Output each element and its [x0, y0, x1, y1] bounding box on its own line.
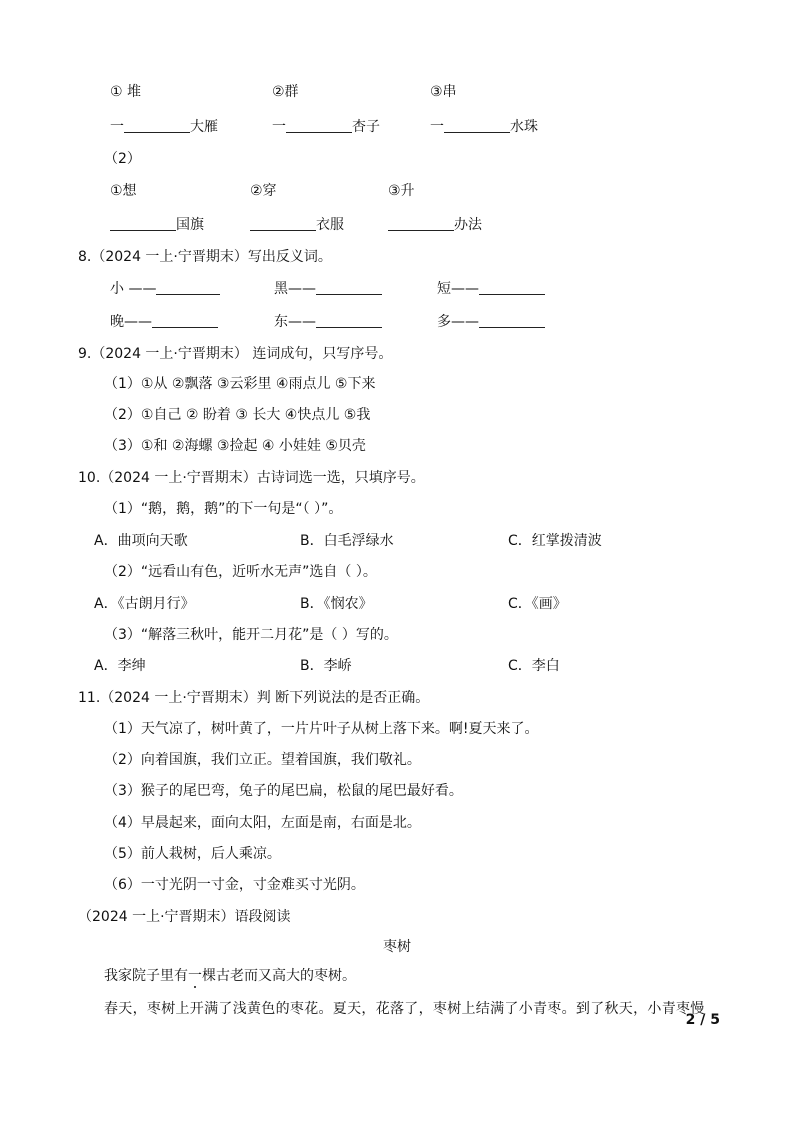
answer-blank[interactable] [479, 311, 545, 328]
q11-item-3: （3）猴子的尾巴弯，兔子的尾巴扁，松鼠的尾巴最好看。 [104, 783, 463, 799]
answer-blank[interactable] [316, 278, 382, 295]
q7-part2-option-1: ①想 [110, 183, 137, 199]
q8-header: 8.（2024 一上·宁晋期末）写出反义词。 [78, 249, 332, 265]
q11-item-6: （6）一寸光阴一寸金，寸金难买寸光阴。 [104, 877, 365, 893]
reading-paragraph-2: 春天，枣树上开满了浅黄色的枣花。夏天，花落了，枣树上结满了小青枣。到了秋天，小青枣慢 [104, 1001, 705, 1017]
q7-fill-3: 一 水珠 [430, 116, 538, 137]
answer-blank[interactable] [316, 311, 382, 328]
emphasis-dot-char: 一 [188, 968, 202, 984]
q8-row1-item2: 黑—— [274, 278, 382, 299]
q8-row1-item1: 小 —— [110, 278, 220, 299]
q7-part2-option-3: ③升 [388, 183, 415, 199]
q7-option-3: ③串 [430, 84, 457, 100]
q7-option-1: ① 堆 [110, 84, 142, 100]
q10-header: 10.（2024 一上·宁晋期末）古诗词选一选，只填序号。 [78, 470, 425, 486]
q10-sub2: （2）“远看山有色，近听水无声”选自（ ）。 [104, 564, 377, 580]
q10-sub2-option-a: A．《古朗月行》 [94, 596, 195, 612]
answer-blank[interactable] [479, 278, 545, 295]
q11-item-5: （5）前人栽树，后人乘凉。 [104, 846, 281, 862]
q9-line-3: （3）①和 ②海螺 ③捡起 ④ 小娃娃 ⑤贝壳 [104, 438, 366, 454]
answer-blank[interactable] [286, 116, 352, 133]
q7-fill-2: 一 杏子 [272, 116, 380, 137]
q7-part2-option-2: ②穿 [250, 183, 277, 199]
q8-row2-item1: 晚—— [110, 311, 218, 332]
q10-sub3: （3）“解落三秋叶，能开二月花”是（ ）写的。 [104, 627, 398, 643]
q10-sub1-option-a: A．曲项向天歌 [94, 533, 188, 549]
q7-part2-fill-3: 办法 [388, 214, 482, 235]
q11-item-2: （2）向着国旗，我们立正。望着国旗，我们敬礼。 [104, 752, 421, 768]
answer-blank[interactable] [388, 214, 454, 231]
q10-sub3-option-b: B．李峤 [300, 658, 352, 674]
reading-title: 枣树 [383, 939, 411, 955]
answer-blank[interactable] [250, 214, 316, 231]
q7-part2-label: （2） [104, 151, 141, 167]
q7-option-2: ②群 [272, 84, 299, 100]
q9-line-2: （2）①自己 ② 盼着 ③ 长大 ④快点儿 ⑤我 [104, 407, 371, 423]
q7-part2-fill-2: 衣服 [250, 214, 344, 235]
answer-blank[interactable] [156, 278, 220, 295]
q11-item-1: （1）天气凉了，树叶黄了，一片片叶子从树上落下来。啊!夏天来了。 [104, 721, 539, 737]
q10-sub1: （1）“鹅，鹅，鹅”的下一句是“（ ）”。 [104, 501, 343, 517]
reading-header: （2024 一上·宁晋期末）语段阅读 [78, 909, 291, 925]
q10-sub1-option-b: B．白毛浮绿水 [300, 533, 394, 549]
q11-header: 11.（2024 一上·宁晋期末）判 断下列说法的是否正确。 [78, 690, 430, 706]
q7-part2-fill-1: 国旗 [110, 214, 204, 235]
q10-sub2-option-c: C．《画》 [508, 596, 567, 612]
answer-blank[interactable] [124, 116, 190, 133]
q8-row1-item3: 短—— [437, 278, 545, 299]
reading-paragraph-1: 我家院子里有一棵古老而又高大的枣树。 [104, 968, 356, 984]
q7-fill-1: 一 大雁 [110, 116, 218, 137]
answer-blank[interactable] [110, 214, 176, 231]
q10-sub2-option-b: B．《悯农》 [300, 596, 373, 612]
page-number: 2 / 5 [685, 1012, 720, 1028]
q8-row2-item2: 东—— [274, 311, 382, 332]
q8-row2-item3: 多—— [437, 311, 545, 332]
q10-sub3-option-a: A．李绅 [94, 658, 146, 674]
answer-blank[interactable] [152, 311, 218, 328]
q9-header: 9.（2024 一上·宁晋期末） 连词成句，只写序号。 [78, 346, 393, 362]
q9-line-1: （1）①从 ②飘落 ③云彩里 ④雨点儿 ⑤下来 [104, 376, 376, 392]
answer-blank[interactable] [444, 116, 510, 133]
q10-sub1-option-c: C．红掌拨清波 [508, 533, 602, 549]
q10-sub3-option-c: C．李白 [508, 658, 560, 674]
q11-item-4: （4）早晨起来，面向太阳，左面是南，右面是北。 [104, 815, 421, 831]
